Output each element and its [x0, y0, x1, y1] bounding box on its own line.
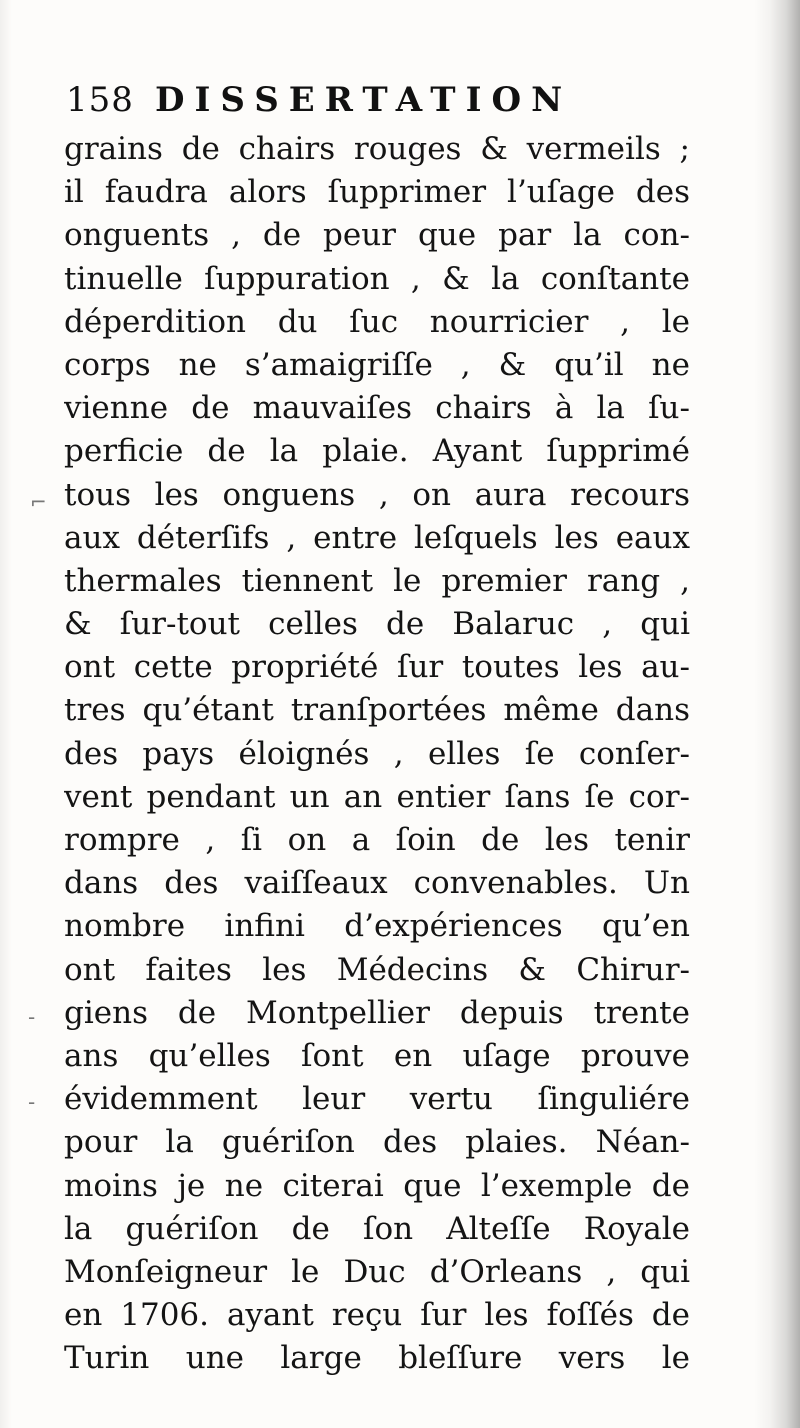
text-line: pour la guériſon des plaies. Néan- [64, 1124, 690, 1161]
text-line: vienne de mauvaiſes chairs à la ſu- [64, 390, 690, 427]
text-line: & ſur-tout celles de Balaruc , qui [64, 606, 690, 643]
text-line: tous les onguens , on aura recours [64, 476, 690, 513]
text-line: tinuelle ſuppuration , & la conſtante [64, 260, 690, 297]
text-line: ont faites les Médecins & Chirur- [64, 951, 690, 988]
page-edge-shadow [754, 0, 800, 1428]
text-line: moins je ne citerai que l’exemple de [64, 1167, 690, 1204]
text-line: il faudra alors ſupprimer l’uſage des [64, 174, 690, 211]
text-line: giens de Montpellier depuis trente [64, 994, 690, 1031]
text-line: onguents , de peur que par la con- [64, 217, 690, 254]
text-line: la guériſon de ſon Alteſſe Royale [64, 1210, 690, 1247]
page-gutter-shadow [0, 0, 12, 1428]
text-line: Monſeigneur le Duc d’Orleans , qui [64, 1253, 690, 1290]
text-line: dans des vaiſſeaux convenables. Un [64, 865, 690, 902]
text-line: ont cette propriété ſur toutes les au- [64, 649, 690, 686]
text-line: déperdition du ſuc nourricier , le [64, 303, 690, 340]
text-line: tres qu’étant tranſportées même dans [64, 692, 690, 729]
text-line: aux déterſifs , entre leſquels les eaux [64, 519, 690, 556]
text-line: évidemment leur vertu ſinguliére [64, 1081, 690, 1118]
page-number: 158 [66, 80, 134, 120]
text-line: nombre infini d’expériences qu’en [64, 908, 690, 945]
margin-dash-mark: - [28, 1005, 36, 1029]
text-line: des pays éloignés , elles ſe conſer- [64, 735, 690, 772]
text-line: rompre , ſi on a ſoin de les tenir [64, 822, 690, 858]
margin-dash-mark: ⌐ [30, 490, 47, 514]
page-header [66, 80, 686, 124]
text-line: thermales tiennent le premier rang , [64, 562, 690, 599]
running-title: DISSERTATION [155, 80, 573, 120]
margin-dash-mark: - [28, 1090, 36, 1114]
text-line: Turin une large bleſſure vers le [64, 1340, 690, 1377]
text-line: corps ne s’amaigriſſe , & qu’il ne [64, 346, 690, 383]
text-line: vent pendant un an entier ſans ſe cor- [64, 778, 690, 815]
text-line: ans qu’elles ſont en uſage prouve [64, 1037, 690, 1074]
body-text [64, 128, 690, 1380]
text-line: en 1706. ayant reçu ſur les foſſés de [64, 1297, 690, 1334]
text-line: perficie de la plaie. Ayant ſupprimé [64, 433, 690, 470]
text-line: grains de chairs rouges & vermeils ; [64, 131, 690, 167]
